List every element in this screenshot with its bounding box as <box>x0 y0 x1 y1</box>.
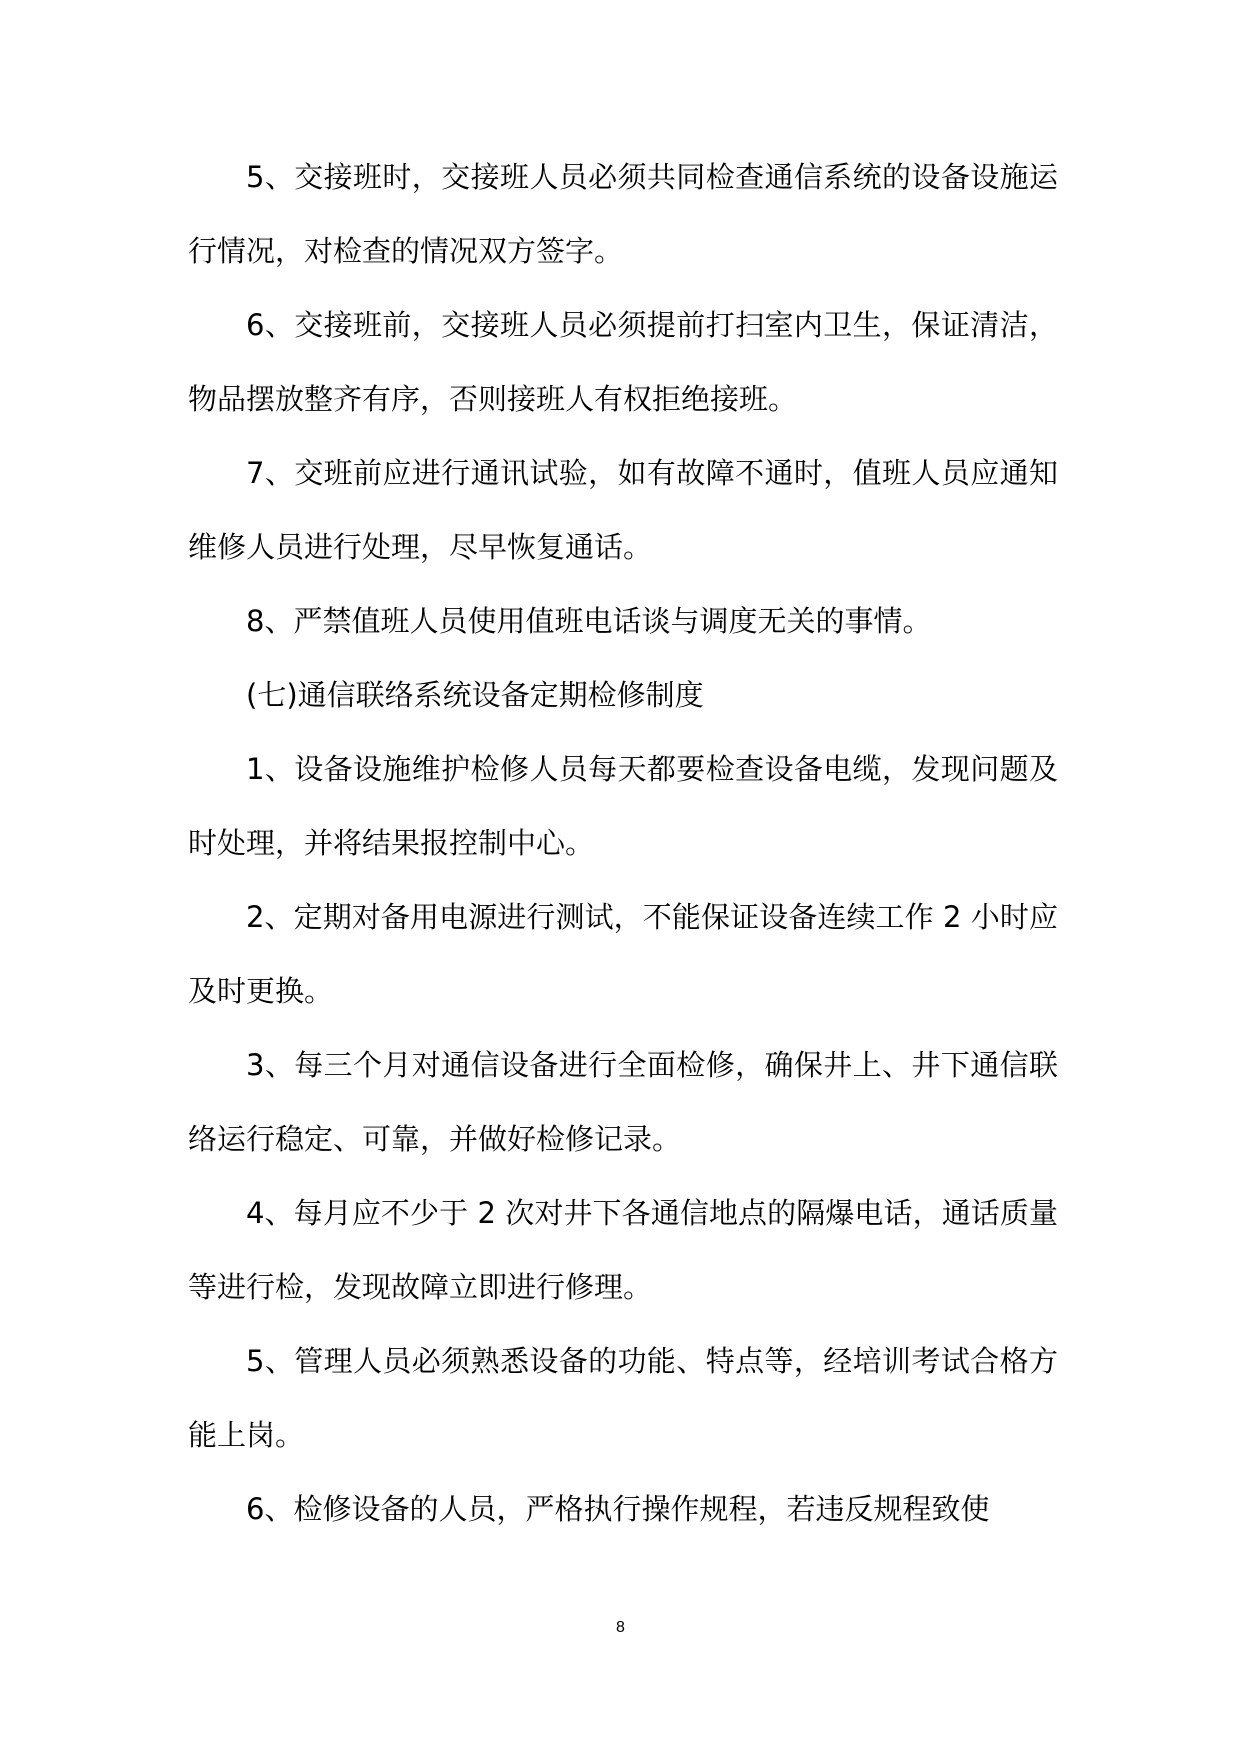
document-body <box>188 140 1058 1546</box>
section-item-5-staff-training: 5、管理人员必须熟悉设备的功能、特点等，经培训考试合格方能上岗。 <box>188 1344 1058 1452</box>
paragraph-6-handover-cleaning: 6、交接班前，交接班人员必须提前打扫室内卫生，保证清洁，物品摆放整齐有序，否则接班人有权拒绝接班。 <box>188 308 1058 416</box>
section-item-1-daily-inspection: 1、设备设施维护检修人员每天都要检查设备电缆，发现问题及时处理，并将结果报控制中心。 <box>188 752 1058 860</box>
section-item-6-operating-rules: 6、检修设备的人员，严格执行操作规程，若违反规程致使 <box>246 1492 990 1526</box>
page-number: 8 <box>616 1619 625 1636</box>
paragraph-8-phone-restriction: 8、严禁值班人员使用值班电话谈与调度无关的事情。 <box>246 604 932 638</box>
section-item-3-quarterly-overhaul: 3、每三个月对通信设备进行全面检修，确保井上、井下通信联络运行稳定、可靠，并做好检修记录。 <box>188 1048 1058 1156</box>
section-item-2-backup-power: 2、定期对备用电源进行测试，不能保证设备连续工作 2 小时应及时更换。 <box>188 900 1058 1008</box>
section-heading: (七)通信联络系统设备定期检修制度 <box>246 678 704 712</box>
section-item-4-monthly-phone-check: 4、每月应不少于 2 次对井下各通信地点的隔爆电话，通话质量等进行检，发现故障立即进行修理。 <box>188 1196 1058 1304</box>
paragraph-5-handover-check: 5、交接班时，交接班人员必须共同检查通信系统的设备设施运行情况，对检查的情况双方签字。 <box>188 160 1058 268</box>
paragraph-7-communication-test: 7、交班前应进行通讯试验，如有故障不通时，值班人员应通知维修人员进行处理，尽早恢复通话。 <box>188 456 1058 564</box>
